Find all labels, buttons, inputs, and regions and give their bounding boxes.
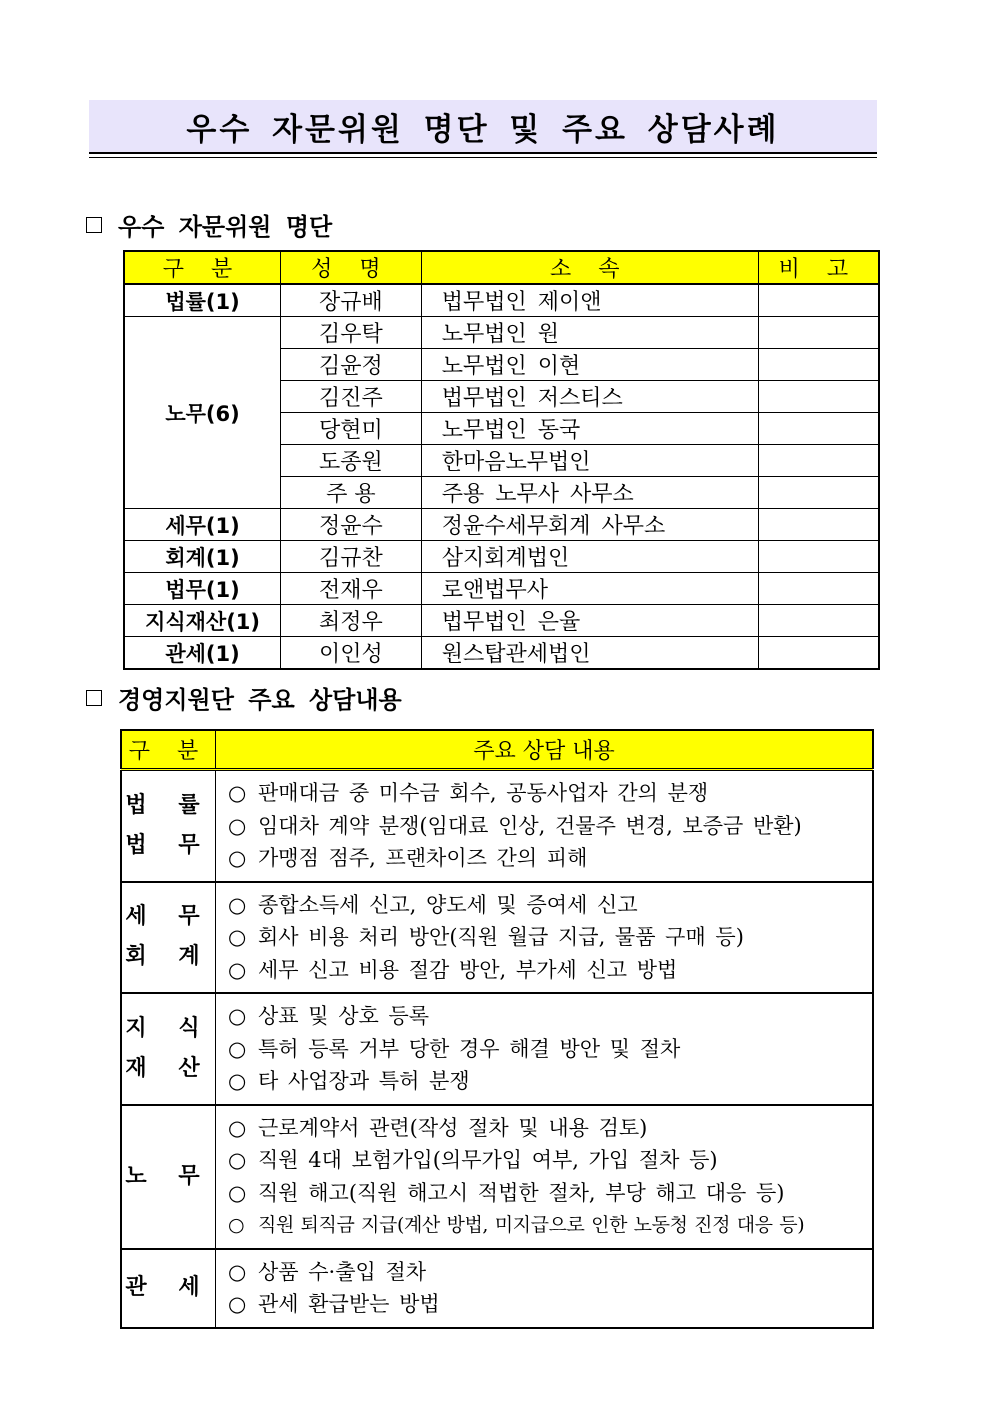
affiliation-cell: 주용 노무사 사무소 — [421, 477, 758, 509]
name-cell: 도종원 — [281, 445, 422, 477]
table-row — [124, 637, 879, 670]
header-affiliation: 소 속 — [421, 251, 758, 284]
category-cell: 세무(1) — [124, 509, 281, 541]
name-cell: 정윤수 — [281, 509, 422, 541]
list-item: ○ 가맹점 점주, 프랜차이즈 간의 피해 — [228, 842, 864, 875]
note-cell — [758, 413, 879, 445]
affiliation-cell: 노무법인 동국 — [421, 413, 758, 445]
bullet-icon: ○ — [228, 1036, 247, 1061]
document-title-box — [89, 100, 877, 154]
table-row — [124, 509, 879, 541]
list-item: ○ 상품 수·출입 절차 — [228, 1256, 864, 1289]
note-cell — [758, 381, 879, 413]
bullet-icon: ○ — [228, 813, 247, 838]
affiliation-cell: 법무법인 저스티스 — [421, 381, 758, 413]
note-cell — [758, 317, 879, 349]
list-item: ○ 직원 해고(직원 해고시 적법한 절차, 부당 해고 대응 등) — [228, 1177, 864, 1210]
list-item: ○ 직원 퇴직금 지급(계산 방법, 미지급으로 인한 노동청 진정 대응 등) — [228, 1209, 864, 1242]
table-row — [121, 993, 873, 1105]
header-note: 비 고 — [758, 251, 879, 284]
table-row — [124, 605, 879, 637]
bullet-icon: ○ — [228, 1259, 247, 1284]
category-cell: 회계(1) — [124, 541, 281, 573]
category-cell: 법률(1) — [124, 284, 281, 317]
table-row — [124, 317, 879, 349]
name-cell: 김규찬 — [281, 541, 422, 573]
name-cell: 당현미 — [281, 413, 422, 445]
consultation-table — [120, 729, 874, 1329]
category-line: 노 무 — [125, 1163, 212, 1189]
note-cell — [758, 541, 879, 573]
header-content: 주요 상담 내용 — [216, 730, 874, 770]
checkbox-icon — [86, 690, 102, 706]
bullet-icon: ○ — [228, 846, 247, 870]
items-cell — [216, 882, 874, 994]
section1-heading — [86, 207, 332, 242]
table-row — [124, 541, 879, 573]
name-cell: 김진주 — [281, 381, 422, 413]
affiliation-cell: 법무법인 은율 — [421, 605, 758, 637]
category-cell: 노무(6) — [124, 317, 281, 509]
list-item: ○ 타 사업장과 특허 분쟁 — [228, 1065, 864, 1098]
category-line: 회 계 — [125, 944, 212, 970]
advisor-table — [123, 250, 880, 670]
affiliation-cell: 노무법인 이현 — [421, 349, 758, 381]
header-name: 성 명 — [281, 251, 422, 284]
affiliation-cell: 노무법인 원 — [421, 317, 758, 349]
category-cell — [121, 1249, 216, 1328]
list-item: ○ 관세 환급받는 방법 — [228, 1288, 864, 1321]
name-cell: 장규배 — [281, 284, 422, 317]
bullet-icon: ○ — [228, 1180, 247, 1205]
bullet-icon: ○ — [228, 1292, 247, 1316]
items-cell — [216, 1249, 874, 1328]
category-cell: 법무(1) — [124, 573, 281, 605]
table-row — [121, 1249, 873, 1328]
name-cell: 김윤정 — [281, 349, 422, 381]
category-line: 재 산 — [125, 1055, 212, 1081]
category-cell: 지식재산(1) — [124, 605, 281, 637]
bullet-icon: ○ — [228, 1004, 247, 1028]
list-item: ○ 판매대금 중 미수금 회수, 공동사업자 간의 분쟁 — [228, 777, 864, 810]
section2-heading — [86, 680, 402, 715]
items-cell — [216, 1105, 874, 1249]
bullet-icon: ○ — [228, 1214, 245, 1236]
category-cell — [121, 1105, 216, 1249]
name-cell: 주 용 — [281, 477, 422, 509]
section2-heading-text: 경영지원단 주요 상담내용 — [118, 686, 402, 714]
items-cell — [216, 770, 874, 882]
bullet-icon: ○ — [228, 1148, 247, 1172]
table-row — [124, 573, 879, 605]
note-cell — [758, 349, 879, 381]
note-cell — [758, 573, 879, 605]
bullet-icon: ○ — [228, 781, 247, 805]
category-cell: 관세(1) — [124, 637, 281, 670]
list-item: ○ 세무 신고 비용 절감 방안, 부가세 신고 방법 — [228, 954, 864, 987]
category-cell — [121, 882, 216, 994]
name-cell: 김우탁 — [281, 317, 422, 349]
category-line: 관 세 — [125, 1275, 212, 1300]
list-item: ○ 상표 및 상호 등록 — [228, 1000, 864, 1033]
document-title: 우수 자문위원 명단 및 주요 상담사례 — [186, 111, 780, 148]
category-line: 법 률 — [125, 792, 212, 818]
name-cell: 최정우 — [281, 605, 422, 637]
section1-heading-text: 우수 자문위원 명단 — [118, 213, 333, 241]
category-line: 지 식 — [125, 1015, 212, 1041]
bullet-icon: ○ — [228, 957, 247, 982]
items-cell — [216, 993, 874, 1105]
bullet-icon: ○ — [228, 892, 247, 917]
list-item: ○ 임대차 계약 분쟁(임대료 인상, 건물주 변경, 보증금 반환) — [228, 810, 864, 843]
note-cell — [758, 284, 879, 317]
affiliation-cell: 한마음노무법인 — [421, 445, 758, 477]
list-item: ○ 특허 등록 거부 당한 경우 해결 방안 및 절차 — [228, 1033, 864, 1066]
note-cell — [758, 637, 879, 670]
bullet-icon: ○ — [228, 1115, 247, 1140]
affiliation-cell: 로앤법무사 — [421, 573, 758, 605]
category-cell — [121, 770, 216, 882]
consultation-table-header — [121, 730, 873, 770]
table-row — [124, 284, 879, 317]
name-cell: 이인성 — [281, 637, 422, 670]
note-cell — [758, 605, 879, 637]
name-cell: 전재우 — [281, 573, 422, 605]
category-line: 법 무 — [125, 832, 212, 858]
affiliation-cell: 원스탑관세법인 — [421, 637, 758, 670]
header-category: 구 분 — [121, 730, 216, 770]
list-item: ○ 종합소득세 신고, 양도세 및 증여세 신고 — [228, 889, 864, 922]
affiliation-cell: 정윤수세무회계 사무소 — [421, 509, 758, 541]
category-line: 세 무 — [125, 904, 212, 930]
table-row — [121, 882, 873, 994]
checkbox-icon — [86, 217, 102, 233]
category-cell — [121, 993, 216, 1105]
note-cell — [758, 477, 879, 509]
table-row — [121, 770, 873, 882]
bullet-icon: ○ — [228, 1069, 247, 1093]
affiliation-cell: 법무법인 제이앤 — [421, 284, 758, 317]
list-item: ○ 근로계약서 관련(작성 절차 및 내용 검토) — [228, 1112, 864, 1145]
advisor-table-header — [124, 251, 879, 284]
table-row — [121, 1105, 873, 1249]
note-cell — [758, 509, 879, 541]
list-item: ○ 직원 4대 보험가입(의무가입 여부, 가입 절차 등) — [228, 1144, 864, 1177]
bullet-icon: ○ — [228, 925, 247, 949]
affiliation-cell: 삼지회계법인 — [421, 541, 758, 573]
header-category: 구 분 — [124, 251, 281, 284]
note-cell — [758, 445, 879, 477]
list-item: ○ 회사 비용 처리 방안(직원 월급 지급, 물품 구매 등) — [228, 921, 864, 954]
